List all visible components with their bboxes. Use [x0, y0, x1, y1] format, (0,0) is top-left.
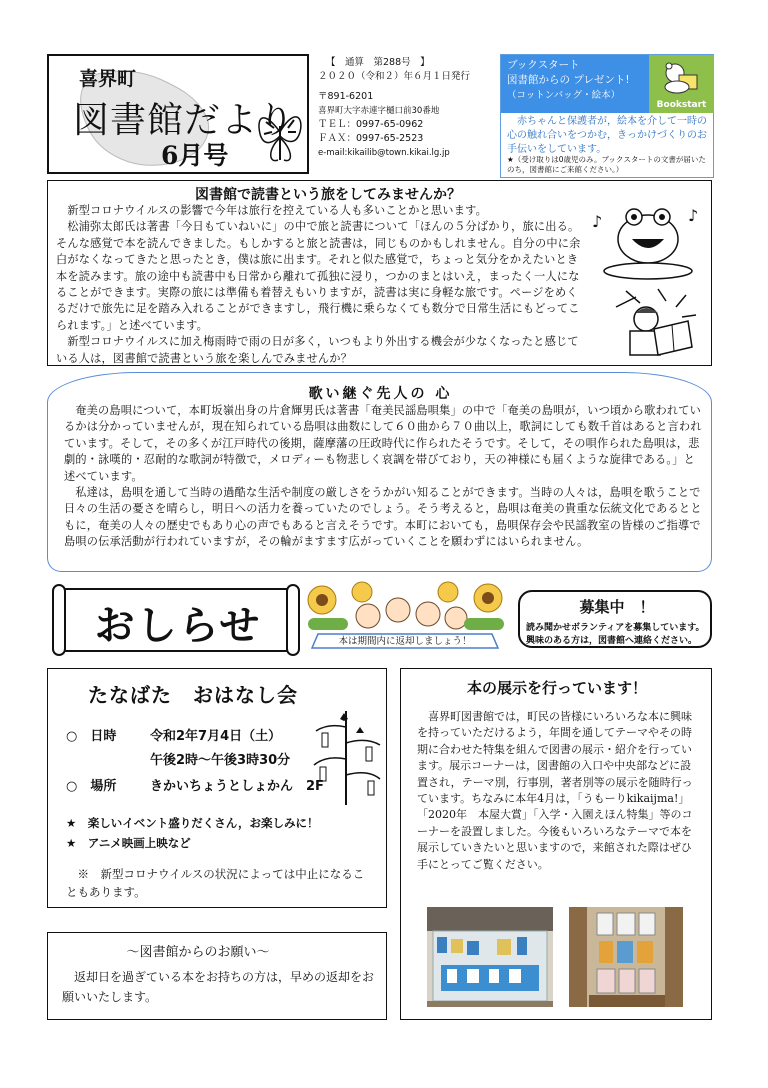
- address: 喜界町大字赤連字樋口前30番地: [318, 106, 440, 116]
- recruit-body-2: 興味のある方は，図書館へ連絡ください。: [526, 636, 698, 646]
- tanabata-date-label: ○ 日時: [66, 729, 117, 744]
- fax: ＦＡＸ：0997-65-2523: [318, 133, 424, 144]
- tel: ＴＥＬ：0997-65-0962: [318, 119, 424, 130]
- request-box: [47, 932, 387, 1020]
- songs-text: [64, 403, 704, 551]
- bookstart-title: ブックスタート: [507, 59, 580, 71]
- travel-article: [47, 180, 712, 366]
- tanabata-bullet: ★ 楽しいイベント盛りだくさん，お楽しみに！: [66, 816, 319, 830]
- issue-info: [318, 56, 498, 174]
- songs-article: [47, 372, 712, 572]
- songs-paragraph: 奄美の島唄について，本町坂嶺出身の片倉輝男氏は著書「奄美民謡島唄集」の中で「奄美の島唄が，いつ頃から歌われているかは分かっていませんが，現在知られている島唄は曲数にして６０曲から７０曲以上，歌詞にしても数千首はあると言われています。そして，その多くが江戸時代の後期，薩摩藩の圧政時代に作られたそうです。そして，その唄作られた島唄は，悲劇的・詠嘆的・忍耐的な歌詞が特徴で，メロディーも物悲しく哀調を帯びており，天の神様にも届くような旋律である。」と述べています。: [64, 404, 702, 483]
- exhibit-box: [400, 668, 712, 1020]
- bookstart-body: 赤ちゃんと保護者が，絵本を介して一時の心の触れ合いをつかむ，きっかけづくりのお手伝いをしています。: [507, 116, 707, 155]
- tanabata-date-value: 令和2年7月4日（土）: [150, 729, 282, 744]
- recruit-title: 募集中 ！: [579, 598, 655, 616]
- bookstart-box: [500, 54, 714, 178]
- child-reading-illustration: [606, 285, 706, 363]
- masthead-title: 図書館だより: [73, 100, 296, 141]
- exhibit-body: 喜界町図書館では，町民の皆様にいろいろな本に興味を持っていただけるよう，年間を通してテーマやその時期に合わせた特集を組んで図書の展示・紹介を行っています。展示コーナーは，図書館の入口や中央部などに設置され，テーマ別，行事別，著者別等の展示を随時行っています。ちなみに本年4月は，「うもーりkikaijma!」「2020年 本屋大賞」「入学・入園えほん特集」等のコーナーを設置しました。今後もいろいろなテーマで本を展示していきたいと思いますので，来館された際はぜひ手にとってご覧ください。: [417, 710, 693, 871]
- exhibit-title: 本の展示を行っています！: [466, 679, 647, 697]
- tanabata-bullet: ★ アニメ映画上映など: [66, 836, 191, 850]
- bear-reading-icon: [659, 59, 703, 95]
- bookstart-subtitle: 図書館からの プレゼント!: [507, 74, 630, 86]
- issue-date: ２０２０（令和２）年６月１日発行: [318, 71, 471, 82]
- notice-scroll: [60, 588, 292, 652]
- singing-frog-illustration: [588, 195, 706, 281]
- travel-heading: 図書館で読書という旅をしてみませんか？: [195, 187, 461, 203]
- request-body: 返却日を過ぎている本をお持ちの方は，早めの返却をお願いいたします。: [62, 970, 375, 1004]
- masthead-town: 喜界町: [79, 68, 137, 90]
- tanabata-place-value: きかいちょうとしょかん 2F: [150, 779, 324, 794]
- issue-number: 【 通算 第288号 】: [326, 57, 430, 68]
- tanabata-caution: ※ 新型コロナウイルスの状況によっては中止になることもあります。: [66, 867, 365, 899]
- tanabata-box: [47, 668, 387, 908]
- notice-title: おしらせ: [94, 603, 262, 649]
- recruit-box: [518, 590, 712, 648]
- request-title: ～図書館からのお願い～: [126, 945, 270, 960]
- sunflower-children-illustration: [298, 578, 512, 656]
- masthead-box: [47, 54, 309, 174]
- svg-text:♪: ♪: [688, 206, 699, 225]
- recruit-body-1: 読み聞かせボランティアを募集しています。: [526, 623, 705, 633]
- email: e-mail:kikailib@town.kikai.lg.jp: [318, 148, 450, 158]
- bookstart-header: [501, 55, 649, 113]
- travel-paragraph: 新型コロナウイルスに加え梅雨時で雨の日が多く，いつもより外出する機会が少なくなったと感じている人は，図書館で読書という旅を楽しんでみませんか？: [56, 335, 579, 365]
- bookstart-items: （コットンバッグ・絵本）: [507, 90, 621, 101]
- exhibit-photo-display-case: [427, 907, 553, 1007]
- travel-paragraph: 新型コロナウイルスの影響で今年は旅行を控えている人も多いことかと思います。: [67, 204, 487, 217]
- bookstart-note: ★（受け取りは0歳児のみ。ブックスタートの文書が届いたのち，図書館にご来館ください。）: [507, 155, 706, 174]
- bookstart-logo-text: Bookstart: [656, 100, 707, 110]
- postal-code: 〒891-6201: [318, 91, 374, 102]
- songs-paragraph: 私達は，島唄を通して当時の過酷な生活や制度の厳しさをうかがい知ることができます。当時の人々は，島唄を歌うことで日々の生活の憂さを晴らし，明日への活力を養っていたのでしょう。そう考えると，島唄は奄美の貴重な伝統文化であるとともに，奄美の人々の歴史でもあり心の声でもあると言えそうです。本町においても，島唄保存会や民謡教室の皆様のご指導で島唄の伝承活動が行われていますが，その輪がますます広がっていくことを願わずにはいられません。: [64, 486, 702, 549]
- tanabata-place-label: ○ 場所: [66, 779, 117, 794]
- svg-text:♪: ♪: [592, 212, 603, 231]
- bookstart-logo: [649, 55, 714, 113]
- exhibit-photo-bookshelf: [569, 907, 683, 1007]
- travel-text: [56, 203, 586, 367]
- travel-paragraph: 松浦弥太郎氏は著書「今日もていねいに」の中で旅と読書について「ほんの５分ばかり，旅に出る。そんな感覚で本を読んできました。もしかすると旅と読書は，同じものかもしれません。自分の中に余白がなくなってきたと思ったとき，僕は旅に出ます。それと似た感覚で，ちょっと気分をかえたいとき本を読みます。旅の途中も読書中も日常から離れて孤独に浸り，つかのまとはいえ，まったく一人になることができます。実際の旅には準備も着替えもいりますが，読書は実に身軽な旅です。ページをめくるだけで旅先に足を踏み入れることができますし，飛行機に乗らなくても数分で日常生活にもどってこられます。」と述べています。: [56, 220, 581, 332]
- masthead-month: 6月号: [161, 141, 229, 170]
- songs-heading: 歌い継ぐ先人の 心: [308, 386, 453, 402]
- tanabata-title: たなばた おはなし会: [88, 683, 298, 707]
- tanabata-time-value: 午後2時～午後3時30分: [150, 753, 291, 768]
- return-note: 本は期間内に返却しましょう！: [338, 636, 472, 647]
